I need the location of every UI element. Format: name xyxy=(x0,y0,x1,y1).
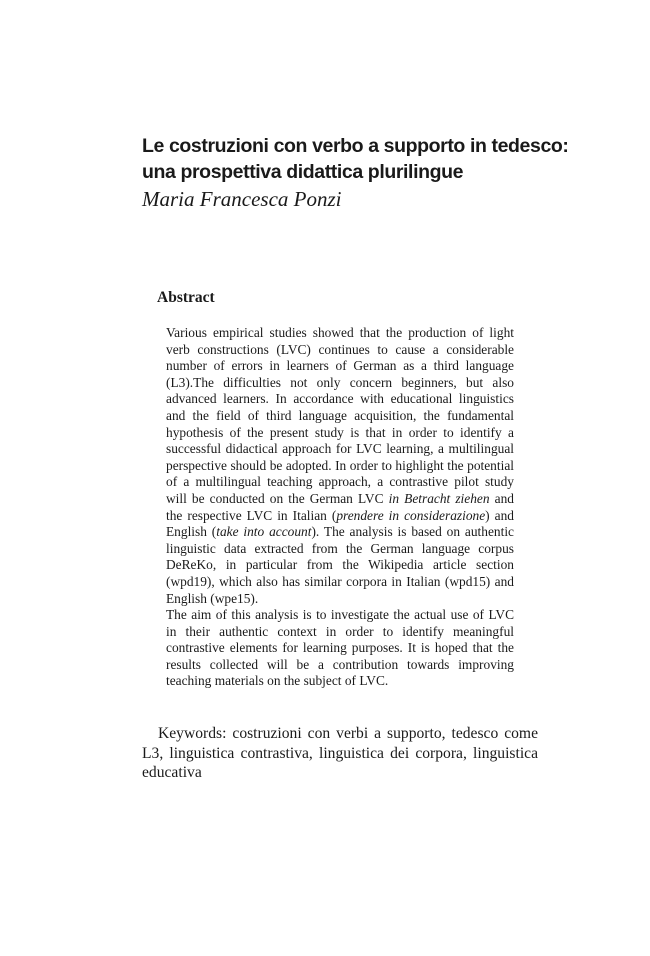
abstract-paragraph-2: The aim of this analysis is to investigate the actual use of LVC in their authentic context in order to identify meaningful contrastive elements for learning purposes. It is hoped that the results collected will be a contribution towards improving teaching materials on the subject of LVC. xyxy=(166,607,514,689)
paper-title-line-2: una prospettiva didattica plurilingue xyxy=(142,161,464,183)
keywords: Keywords: costruzioni con verbi a supporto, tedesco come L3, linguistica contrastiva, linguistica dei corpora, linguistica educativa xyxy=(142,725,538,781)
abstract-heading: Abstract xyxy=(157,289,215,306)
abstract-italic-term-italian: prendere in considerazione xyxy=(336,507,486,523)
author-name: Maria Francesca Ponzi xyxy=(142,187,342,211)
abstract-body xyxy=(166,325,514,690)
abstract-text-segment: and the respective LVC in Italian ( xyxy=(166,490,514,523)
abstract-text-segment: ) and English ( xyxy=(166,507,514,540)
paper-title-line-1: Le costruzioni con verbo a supporto in tedesco: xyxy=(142,135,569,157)
abstract-italic-term-english: take into account xyxy=(216,524,312,540)
paper-title xyxy=(142,133,622,185)
abstract-text-segment: Various empirical studies showed that the production of light verb constructions (LVC) continues to cause a considerable number of errors in learners of German as a third language (L3).The difficulties not only concern beginners, but also advanced learners. In accordance with educational linguistics and the field of third language acquisition, the fundamental hypothesis of the present study is that in order to identify a successful didactical approach for LVC learning, a multilingual perspective should be adopted. In order to highlight the potential of a multilingual teaching approach, a contrastive pilot study will be conducted on the German LVC xyxy=(166,325,514,506)
abstract-text-segment: ). The analysis is based on authentic linguistic data extracted from the German language corpus DeReKo, in particular from the Wikipedia article section (wpd19), which also has similar corpora in Italian (wpd15) and English (wpe15). xyxy=(166,524,514,606)
abstract-paragraph-1 xyxy=(166,325,514,607)
abstract-italic-term-german: in Betracht ziehen xyxy=(388,490,490,506)
